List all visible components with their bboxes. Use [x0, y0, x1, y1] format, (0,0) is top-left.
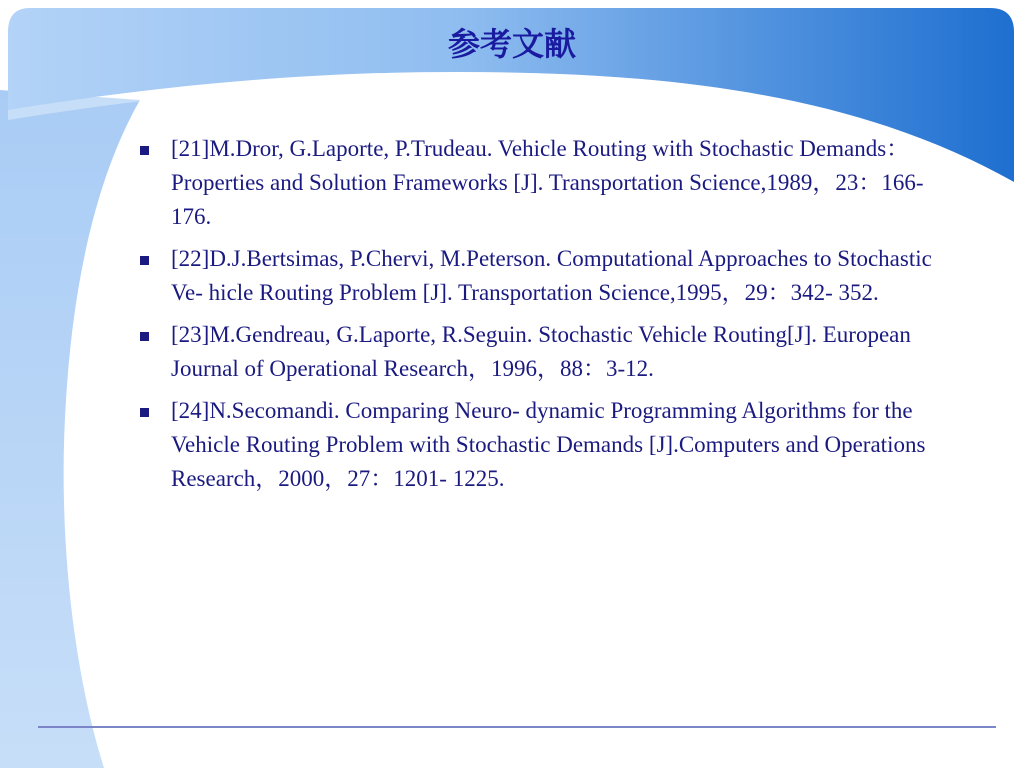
square-bullet-icon	[140, 332, 149, 341]
footer-divider	[38, 726, 996, 728]
square-bullet-icon	[140, 256, 149, 265]
square-bullet-icon	[140, 408, 149, 417]
square-bullet-icon	[140, 146, 149, 155]
reference-list	[138, 132, 968, 504]
slide-title: 参考文献	[447, 25, 576, 63]
reference-item	[138, 394, 968, 496]
reference-text: [24]N.Secomandi. Comparing Neuro- dynamic Programming Algorithms for the Vehicle Routing Problem with Stochastic Demands [J].Computers and Operations Research，2000，27：1201- 1225.	[171, 398, 926, 491]
reference-item	[138, 132, 968, 234]
reference-text: [22]D.J.Bertsimas, P.Chervi, M.Peterson. Computational Approaches to Stochastic Ve- hicle Routing Problem [J]. Transportation Science,1995，29：342- 352.	[171, 246, 932, 305]
reference-text: [23]M.Gendreau, G.Laporte, R.Seguin. Stochastic Vehicle Routing[J]. European Journal of Operational Research，1996，88：3-12.	[171, 322, 911, 381]
reference-item	[138, 242, 968, 310]
reference-item	[138, 318, 968, 386]
side-band-shape	[0, 90, 140, 768]
reference-text: [21]M.Dror, G.Laporte, P.Trudeau. Vehicle Routing with Stochastic Demands：Properties and Solution Frameworks [J]. Transportation Science,1989，23：166- 176.	[171, 136, 924, 229]
